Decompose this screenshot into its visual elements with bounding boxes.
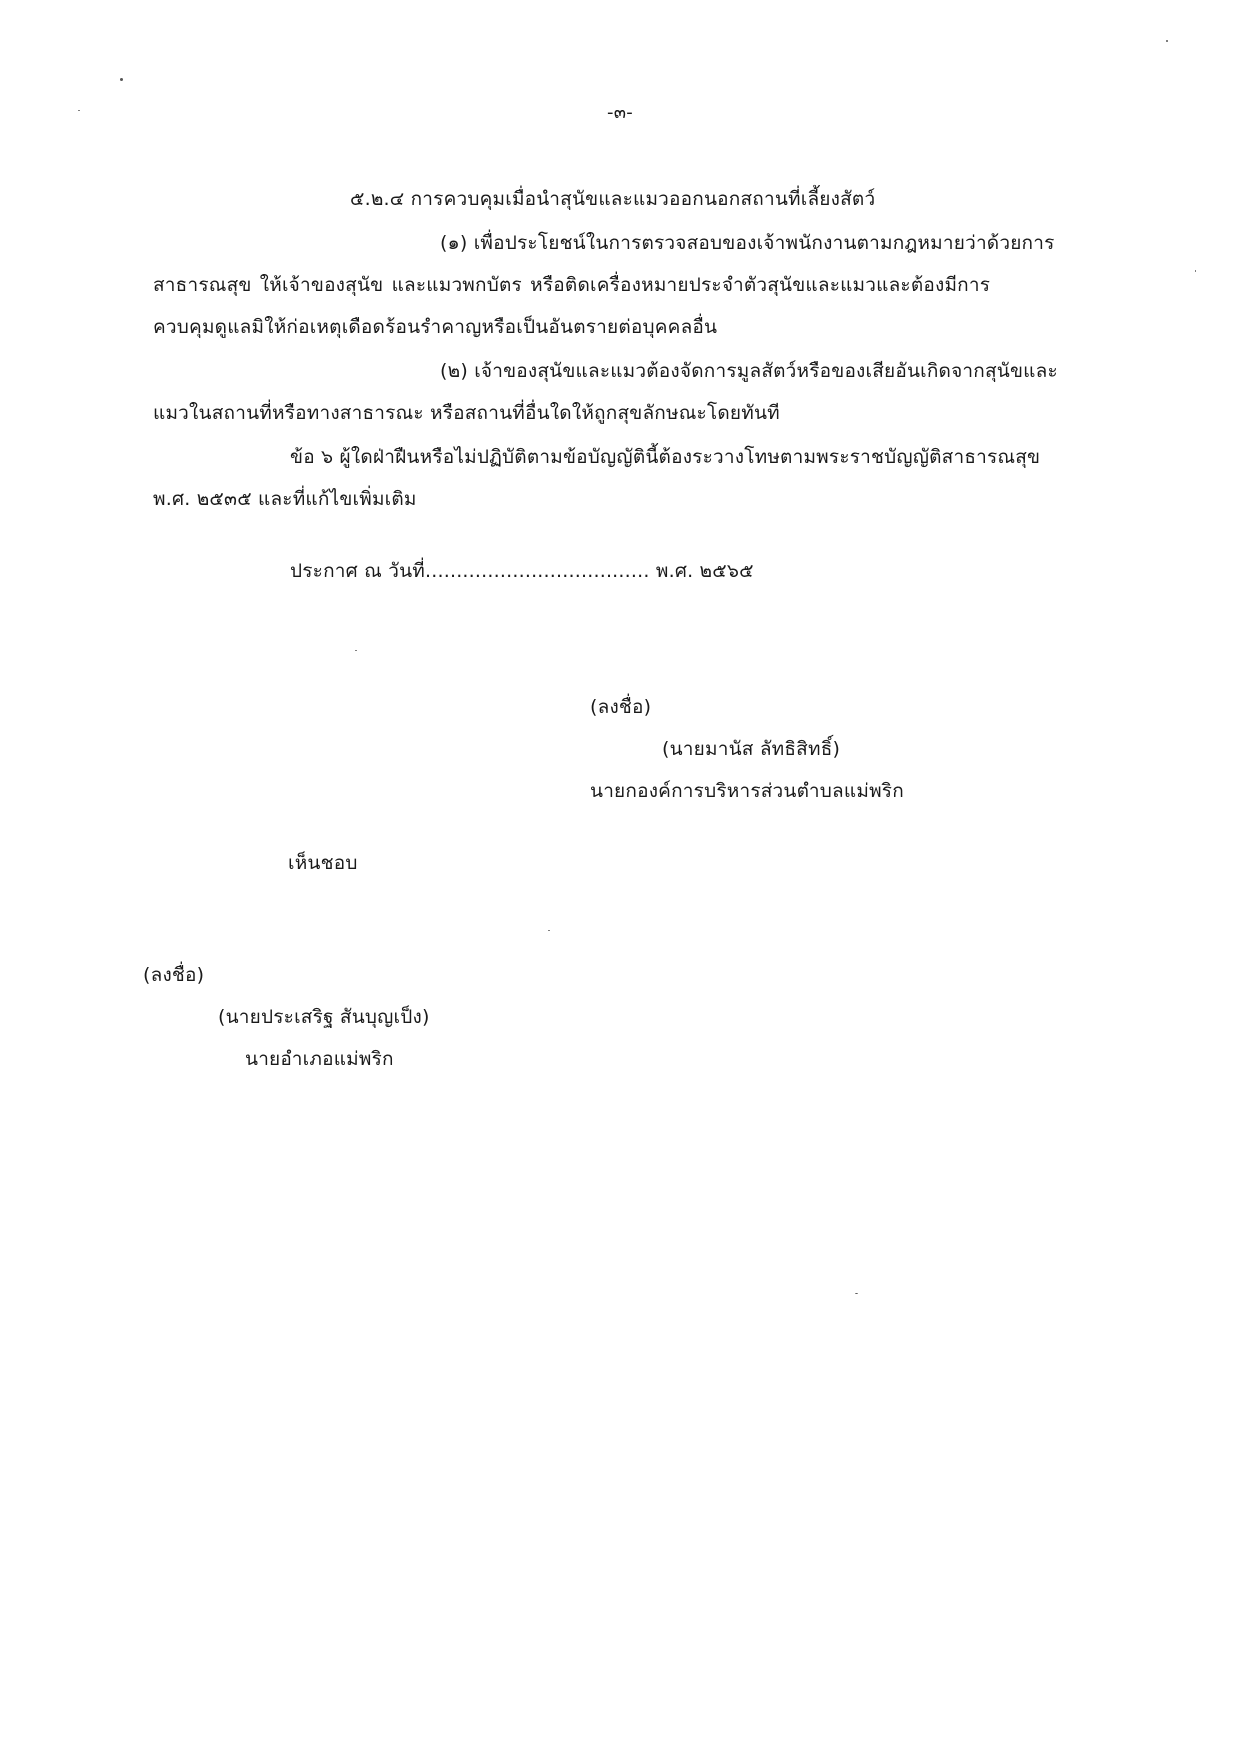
scan-speck [78, 110, 80, 111]
item1-line1: (๑) เพื่อประโยชน์ในการตรวจสอบของเจ้าพนักงานตามกฎหมายว่าด้วยการ [440, 232, 1055, 254]
item1-line3: ควบคุมดูแลมิให้ก่อเหตุเดือดร้อนรำคาญหรือเป็นอันตรายต่อบุคคลอื่น [153, 316, 718, 338]
approval-label: เห็นชอบ [288, 852, 358, 874]
scan-speck [855, 1293, 858, 1294]
signer1-title: นายกองค์การบริหารส่วนตำบลแม่พริก [590, 780, 904, 802]
clause6-line2: พ.ศ. ๒๕๓๕ และที่แก้ไขเพิ่มเติม [153, 488, 417, 510]
scan-speck [1195, 270, 1196, 272]
signer1-name: (นายมานัส ลัทธิสิทธิ์) [662, 738, 841, 760]
scan-speck [120, 78, 123, 81]
signer1-sign-label: (ลงชื่อ) [590, 696, 652, 718]
scan-speck [1166, 40, 1168, 42]
signer2-name: (นายประเสริฐ สันบุญเป็ง) [218, 1006, 430, 1028]
announcement-date-line: ประกาศ ณ วันที่.................................... พ.ศ. ๒๕๖๕ [290, 560, 754, 582]
item2-line2: แมวในสถานที่หรือทางสาธารณะ หรือสถานที่อื่นใดให้ถูกสุขลักษณะโดยทันที [153, 402, 780, 424]
section-heading: ๕.๒.๔ การควบคุมเมื่อนำสุนัขและแมวออกนอกสถานที่เลี้ยงสัตว์ [350, 188, 876, 210]
signer2-title: นายอำเภอแม่พริก [245, 1048, 394, 1070]
page-number: -๓- [607, 102, 633, 123]
signer2-sign-label: (ลงชื่อ) [143, 964, 205, 986]
item1-line2: สาธารณสุข ให้เจ้าของสุนัข และแมวพกบัตร หรือติดเครื่องหมายประจำตัวสุนัขและแมวและต้องมีการ [153, 274, 991, 296]
scan-speck [355, 650, 357, 651]
item2-line1: (๒) เจ้าของสุนัขและแมวต้องจัดการมูลสัตว์หรือของเสียอันเกิดจากสุนัขและ [440, 360, 1058, 382]
clause6-line1: ข้อ ๖ ผู้ใดฝ่าฝืนหรือไม่ปฏิบัติตามข้อบัญญัตินี้ต้องระวางโทษตามพระราชบัญญัติสาธารณสุข [290, 446, 1041, 468]
scan-speck [548, 930, 550, 931]
